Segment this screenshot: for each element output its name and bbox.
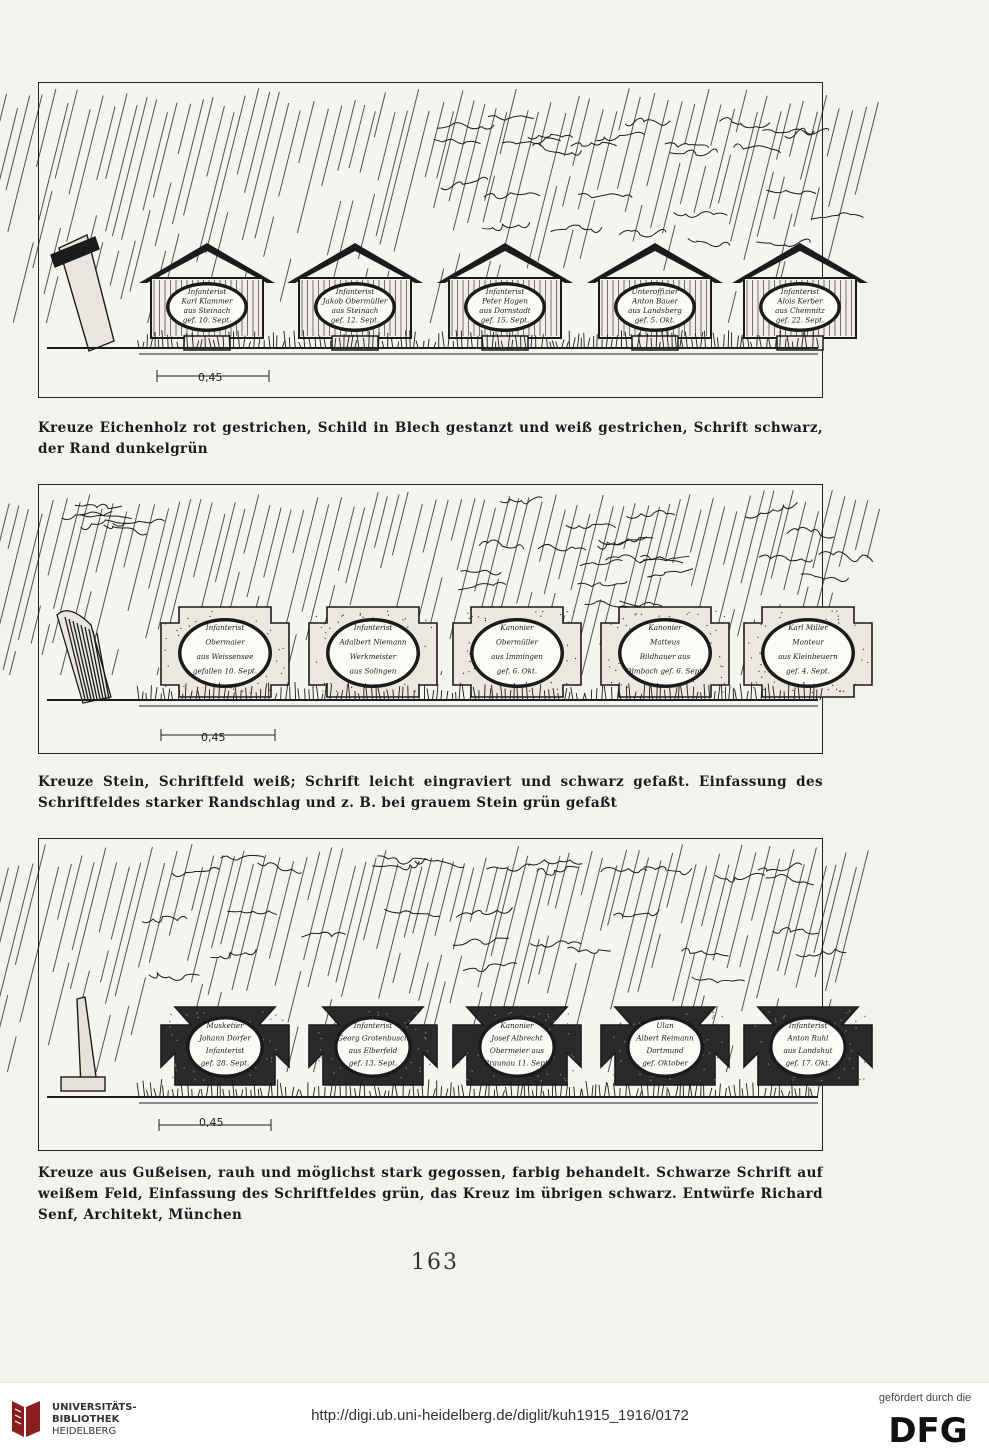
inscription-line: aus Weissensee — [197, 652, 254, 661]
inscription-line: Georg Grotenbusch — [337, 1034, 409, 1043]
caption-wooden-crosses: Kreuze Eichenholz rot gestrichen, Schild in Blech gestanzt und weiß gestrichen, Schrift schwarz, der Rand dunkelgrün — [38, 418, 823, 460]
inscription-line: Unteroffizier — [632, 287, 679, 296]
inscription-line: Infanterist — [485, 287, 525, 296]
leaning-iron-cross — [61, 997, 105, 1091]
wooden-cross-5 — [732, 243, 868, 350]
inscription-line: Werkmeister — [350, 652, 397, 661]
library-name-line3: HEIDELBERG — [52, 1426, 116, 1437]
inscription-line: Infanterist — [335, 287, 375, 296]
illustration-wooden-crosses — [38, 82, 823, 398]
inscription-line: Braunau 11. Sept. — [483, 1059, 550, 1068]
scale-measure-1 — [198, 371, 223, 384]
inscription-line: Kanonier — [647, 623, 682, 632]
stone-cross-5 — [744, 607, 872, 697]
inscription-line: aus Landshut — [783, 1046, 832, 1055]
inscription-line: Infanterist — [353, 623, 393, 632]
foliage-scribbles — [62, 504, 165, 535]
inscription-line: Obermaier — [205, 638, 245, 647]
inscription-line: aus Kleinbeuern — [778, 652, 838, 661]
dfg-logo-text: DFG — [888, 1411, 967, 1451]
inscription-line: Anton Bauer — [631, 297, 678, 306]
inscription-line: Adalbert Niemann — [338, 638, 406, 647]
inscription-line: gefallen 10. Sept. — [193, 667, 257, 676]
inscription-line: Matteus — [649, 638, 680, 647]
inscription-line: gef. 12. Sept. — [331, 316, 380, 325]
iron-cross-1 — [161, 1007, 289, 1085]
inscription-line: Infanterist — [780, 287, 820, 296]
inscription-line: Infanterist — [187, 287, 227, 296]
permalink-url[interactable]: http://digi.ub.uni-heidelberg.de/diglit/kuh1915_1916/0172 — [250, 1407, 750, 1424]
inscription-line: Monteur — [791, 638, 824, 647]
inscription-line: aus Steinach — [184, 306, 231, 315]
inscription-line: Albert Reimann — [635, 1034, 694, 1043]
inscription-line: Olmbach gef. 6. Sept. — [626, 667, 705, 676]
inscription-line: Karl Klammer — [181, 297, 234, 306]
inscription-line: Peter Hagen — [481, 297, 528, 306]
foliage-scribbles — [458, 497, 873, 610]
inscription-line: Jakob Obermüller — [321, 297, 388, 306]
inscription-line: Obermeier aus — [490, 1046, 544, 1055]
inscription-line: Josef Albrecht — [489, 1034, 543, 1043]
inscription-line: Alois Kerber — [776, 297, 823, 306]
inscription-line: Infanterist — [205, 1046, 245, 1055]
inscription-line: gef. 13. Sept. — [349, 1059, 398, 1068]
inscription-line: aus Dornstadt — [479, 306, 531, 315]
measure-text: 0,45 — [198, 371, 223, 384]
inscription-line: gef. Oktober — [642, 1059, 688, 1068]
digitization-footer — [0, 1382, 989, 1455]
inscription-line: gef. 4. Sept. — [786, 667, 830, 676]
leaning-post — [51, 235, 114, 351]
inscription-line: aus Elberfeld — [349, 1046, 398, 1055]
library-name-line1: UNIVERSITÄTS- — [52, 1402, 137, 1413]
inscription-line: aus Solingen — [350, 667, 397, 676]
iron-cross-4 — [601, 1007, 729, 1085]
measure-text: 0,45 — [201, 731, 226, 744]
inscription-line: Musketier — [205, 1021, 244, 1030]
page-number: 163 — [395, 1250, 475, 1275]
caption-stone-crosses: Kreuze Stein, Schriftfeld weiß; Schrift leicht eingraviert und schwarz gefaßt. Einfassung des Schriftfeldes starker Randschlag und z. B. bei grauem Stein grün gefaßt — [38, 772, 823, 814]
cast-iron-crosses-drawing — [39, 839, 822, 1150]
illustration-cast-iron-crosses — [38, 838, 823, 1151]
university-library-logo-icon — [10, 1397, 44, 1441]
inscription-line: gef. 10. Sept. — [183, 316, 232, 325]
inscription-line: aus Landsberg — [628, 306, 682, 315]
iron-cross-2 — [309, 1007, 437, 1085]
stone-cross-2 — [309, 607, 437, 697]
inscription-line: Infanterist — [205, 623, 245, 632]
stone-cross-3 — [453, 607, 581, 697]
stone-crosses-drawing — [39, 485, 822, 753]
wooden-crosses-drawing — [39, 83, 822, 397]
inscription-line: Ulan — [656, 1021, 674, 1030]
inscription-line: gef. 5. Okt. — [635, 316, 675, 325]
inscription-line: gef. 28. Sept. — [201, 1059, 250, 1068]
inscription-line: aus Chemnitz — [775, 306, 825, 315]
inscription-line: Kanonier — [499, 623, 534, 632]
inscription-line: gef. 6. Okt. — [497, 667, 537, 676]
wooden-cross-3 — [437, 243, 573, 350]
scale-measure-2 — [201, 731, 226, 744]
inscription-line: Dortmund — [645, 1046, 683, 1055]
inscription-line: Johann Dorfer — [197, 1034, 251, 1043]
illustration-stone-crosses — [38, 484, 823, 754]
inscription-line: Karl Miller — [787, 623, 828, 632]
scale-measure-3 — [199, 1116, 224, 1129]
measure-text: 0,45 — [199, 1116, 224, 1129]
inscription-line: Bildhauer aus — [639, 652, 691, 661]
inscription-line: gef. 15. Sept. — [481, 316, 530, 325]
stone-cross-4 — [601, 607, 729, 697]
dfg-logo-icon — [880, 1409, 976, 1449]
iron-cross-5 — [744, 1007, 872, 1085]
inscription-line: Kanonier — [499, 1021, 534, 1030]
stone-cross-1 — [161, 607, 289, 697]
funding-note: gefördert durch die — [870, 1392, 980, 1404]
inscription-line: aus Steinach — [332, 306, 379, 315]
inscription-line: aus Immingen — [491, 652, 543, 661]
inscription-line: Obermüller — [496, 638, 538, 647]
library-name-line2: BIBLIOTHEK — [52, 1414, 119, 1425]
inscription-line: Infanterist — [788, 1021, 828, 1030]
inscription-line: gef. 17. Okt. — [786, 1059, 831, 1068]
caption-cast-iron-crosses: Kreuze aus Gußeisen, rauh und möglichst stark gegossen, farbig behandelt. Schwarze Schrift auf weißem Feld, Einfassung des Schriftfeldes grün, das Kreuz im übrigen schwarz. Entwürfe Richard Senf, Architekt, München — [38, 1163, 823, 1226]
inscription-line: Anton Ruhl — [787, 1034, 829, 1043]
iron-cross-3 — [453, 1007, 581, 1085]
inscription-line: gef. 22. Sept. — [776, 316, 825, 325]
wooden-cross-2 — [287, 243, 423, 350]
inscription-line: Infanterist — [353, 1021, 393, 1030]
